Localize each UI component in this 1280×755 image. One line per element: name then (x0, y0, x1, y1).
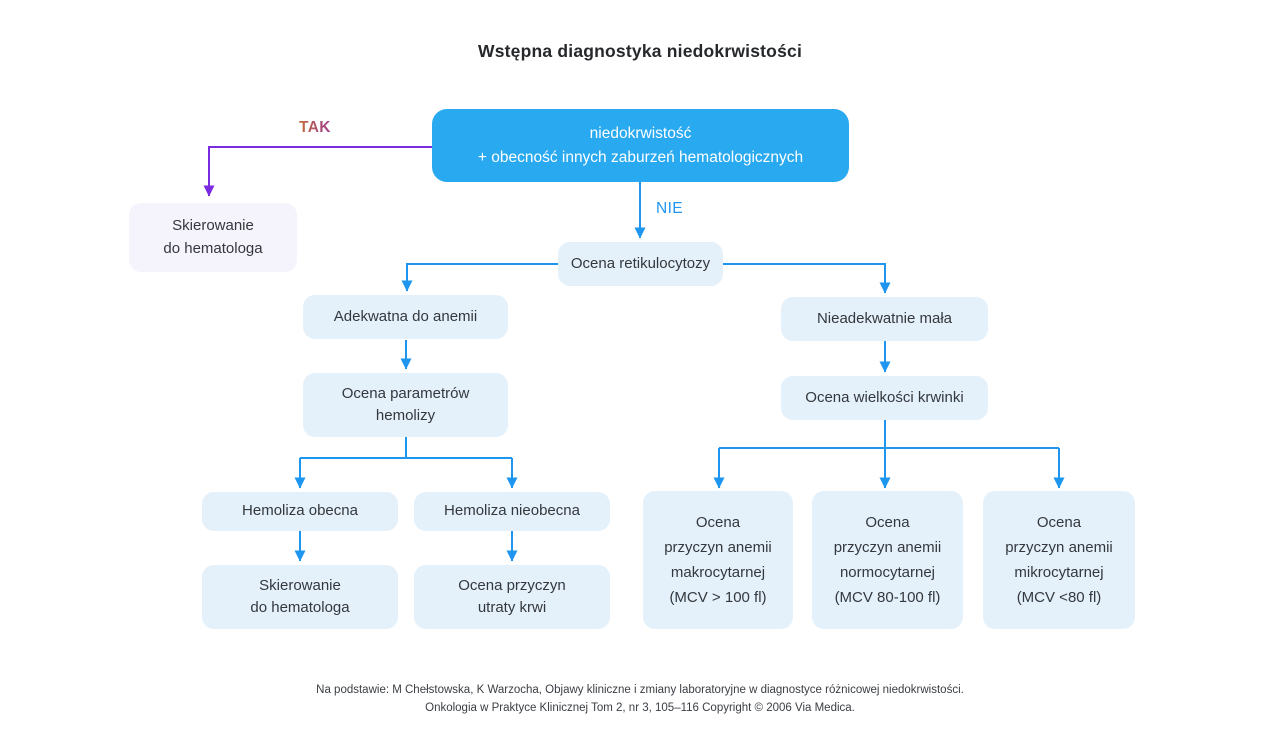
node-referral-hematologist-top: Skierowanie do hematologa (129, 203, 297, 272)
node-macrocytic-anemia: Ocena przyczyn anemii makrocytarnej (MCV > 100 fl) (643, 491, 793, 629)
branch-label-yes: TAK (299, 119, 331, 136)
footer-citation-line1: Na podstawie: M Chełstowska, K Warzocha, Objawy kliniczne i zmiany laboratoryjne w diagnostyce różnicowej niedokrwistości. (316, 684, 964, 696)
connector-yes-referral (209, 147, 432, 196)
connector-reticulocyte-inadequate (723, 264, 885, 293)
node-reticulocyte-assessment: Ocena retikulocytozy (558, 242, 723, 286)
node-cell-size-assessment: Ocena wielkości krwinki (781, 376, 988, 420)
node-microcytic-anemia: Ocena przyczyn anemii mikrocytarnej (MCV <80 fl) (983, 491, 1135, 629)
node-referral-hematologist-bottom: Skierowanie do hematologa (202, 565, 398, 629)
node-inadequately-low: Nieadekwatnie mała (781, 297, 988, 341)
connector-cell-size-split (719, 420, 1059, 448)
node-adequate-for-anemia: Adekwatna do anemii (303, 295, 508, 339)
node-hemolysis-absent: Hemoliza nieobecna (414, 492, 610, 531)
node-hemolysis-parameters: Ocena parametrów hemolizy (303, 373, 508, 437)
node-blood-loss-causes: Ocena przyczyn utraty krwi (414, 565, 610, 629)
node-hemolysis-present: Hemoliza obecna (202, 492, 398, 531)
footer-citation (0, 682, 1280, 717)
connector-hemolysis-split (300, 437, 512, 458)
branch-label-no: NIE (656, 200, 684, 217)
node-root-anemia-other-disorders: niedokrwistość + obecność innych zaburzeń hematologicznych (432, 109, 849, 182)
footer-citation-line2: Onkologia w Praktyce Klinicznej Tom 2, nr 3, 105–116 Copyright © 2006 Via Medica. (425, 701, 855, 714)
page-title: Wstępna diagnostyka niedokrwistości (477, 41, 803, 61)
connector-reticulocyte-adequate (407, 264, 558, 291)
node-normocytic-anemia: Ocena przyczyn anemii normocytarnej (MCV 80-100 fl) (812, 491, 963, 629)
